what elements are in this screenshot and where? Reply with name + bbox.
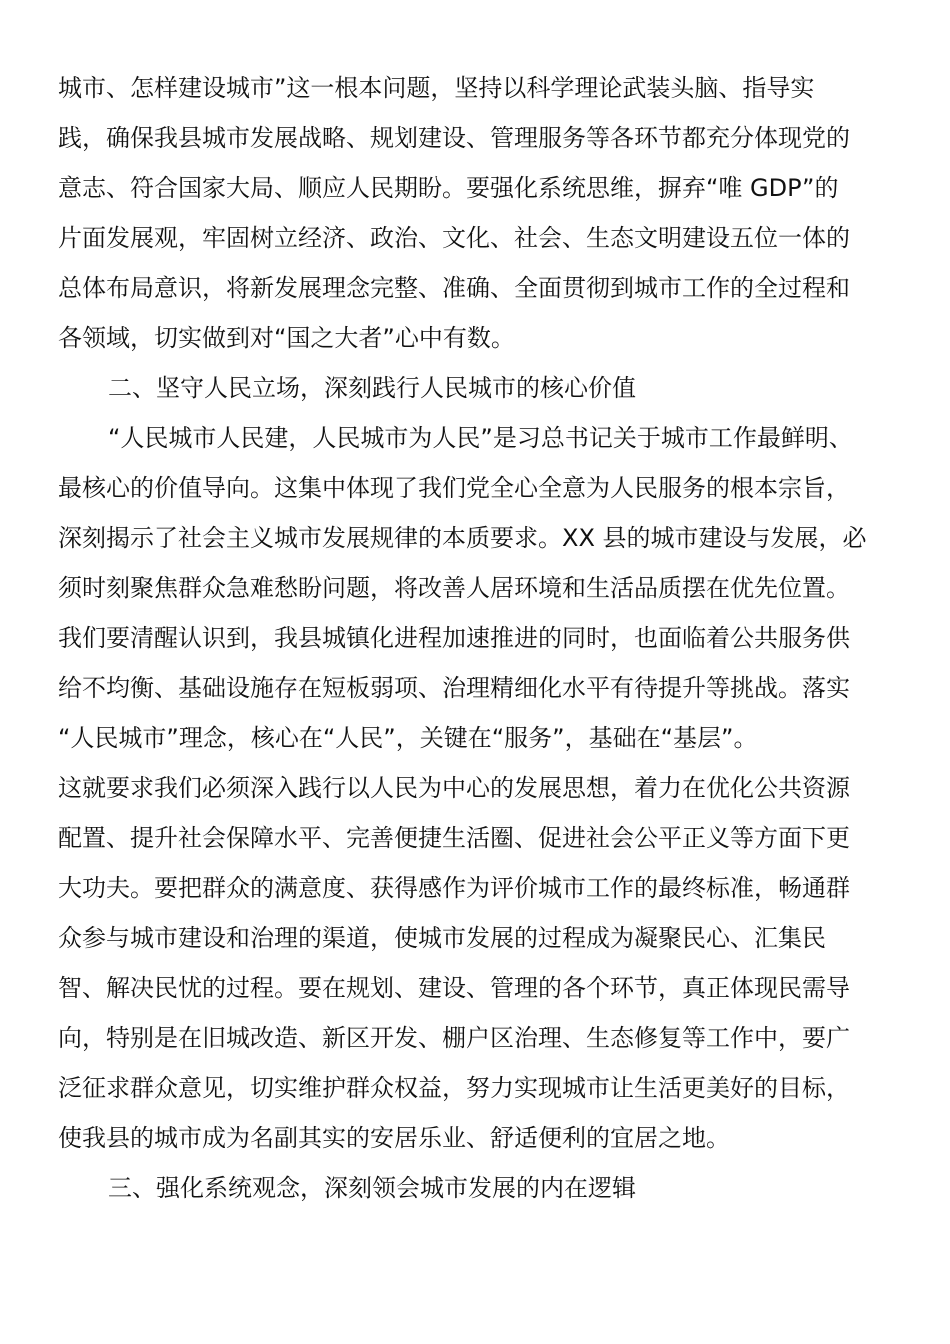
paragraph-1-line-6: 各领域，切实做到对“国之大者”心中有数。 — [58, 324, 515, 352]
paragraph-2-line-1: “人民城市人民建，人民城市为人民”是习总书记关于城市工作最鲜明、 — [108, 424, 853, 452]
paragraph-2-line-6: 给不均衡、基础设施存在短板弱项、治理精细化水平有待提升等挑战。落实 — [58, 674, 850, 702]
paragraph-2-line-2: 最核心的价值导向。这集中体现了我们党全心全意为人民服务的根本宗旨， — [58, 474, 850, 502]
paragraph-2-line-14: 泛征求群众意见，切实维护群众权益，努力实现城市让生活更美好的目标， — [58, 1074, 850, 1102]
paragraph-2-line-7: “人民城市”理念，核心在“人民”，关键在“服务”，基础在“基层”。 — [58, 724, 758, 752]
paragraph-1-line-1: 城市、怎样建设城市”这一根本问题，坚持以科学理论武装头脑、指导实 — [58, 74, 815, 102]
paragraph-2-line-11: 众参与城市建设和治理的渠道，使城市发展的过程成为凝聚民心、汇集民 — [58, 924, 826, 952]
paragraph-1-line-4: 片面发展观，牢固树立经济、政治、文化、社会、生态文明建设五位一体的 — [58, 224, 850, 252]
paragraph-2-line-8: 这就要求我们必须深入践行以人民为中心的发展思想，着力在优化公共资源 — [58, 774, 850, 802]
paragraph-1-line-5: 总体布局意识，将新发展理念完整、准确、全面贯彻到城市工作的全过程和 — [58, 274, 850, 302]
paragraph-2-line-12: 智、解决民忧的过程。要在规划、建设、管理的各个环节，真正体现民需导 — [58, 974, 850, 1002]
section-heading-3: 三、强化系统观念，深刻领会城市发展的内在逻辑 — [108, 1174, 636, 1202]
paragraph-2-line-15: 使我县的城市成为名副其实的安居乐业、舒适便利的宜居之地。 — [58, 1124, 730, 1152]
paragraph-2-line-13: 向，特别是在旧城改造、新区开发、棚户区治理、生态修复等工作中，要广 — [58, 1024, 850, 1052]
paragraph-2-line-9: 配置、提升社会保障水平、完善便捷生活圈、促进社会公平正义等方面下更 — [58, 824, 850, 852]
paragraph-1-line-2: 践，确保我县城市发展战略、规划建设、管理服务等各环节都充分体现党的 — [58, 124, 850, 152]
paragraph-2-line-3: 深刻揭示了社会主义城市发展规律的本质要求。XX 县的城市建设与发展，必 — [58, 524, 867, 552]
paragraph-2-line-10: 大功夫。要把群众的满意度、获得感作为评价城市工作的最终标准，畅通群 — [58, 874, 850, 902]
paragraph-2-line-4: 须时刻聚焦群众急难愁盼问题，将改善人居环境和生活品质摆在优先位置。 — [58, 574, 850, 602]
paragraph-1-line-3: 意志、符合国家大局、顺应人民期盼。要强化系统思维，摒弃“唯 GDP”的 — [58, 174, 839, 202]
section-heading-2: 二、坚守人民立场，深刻践行人民城市的核心价值 — [108, 374, 636, 402]
paragraph-2-line-5: 我们要清醒认识到，我县城镇化进程加速推进的同时，也面临着公共服务供 — [58, 624, 850, 652]
